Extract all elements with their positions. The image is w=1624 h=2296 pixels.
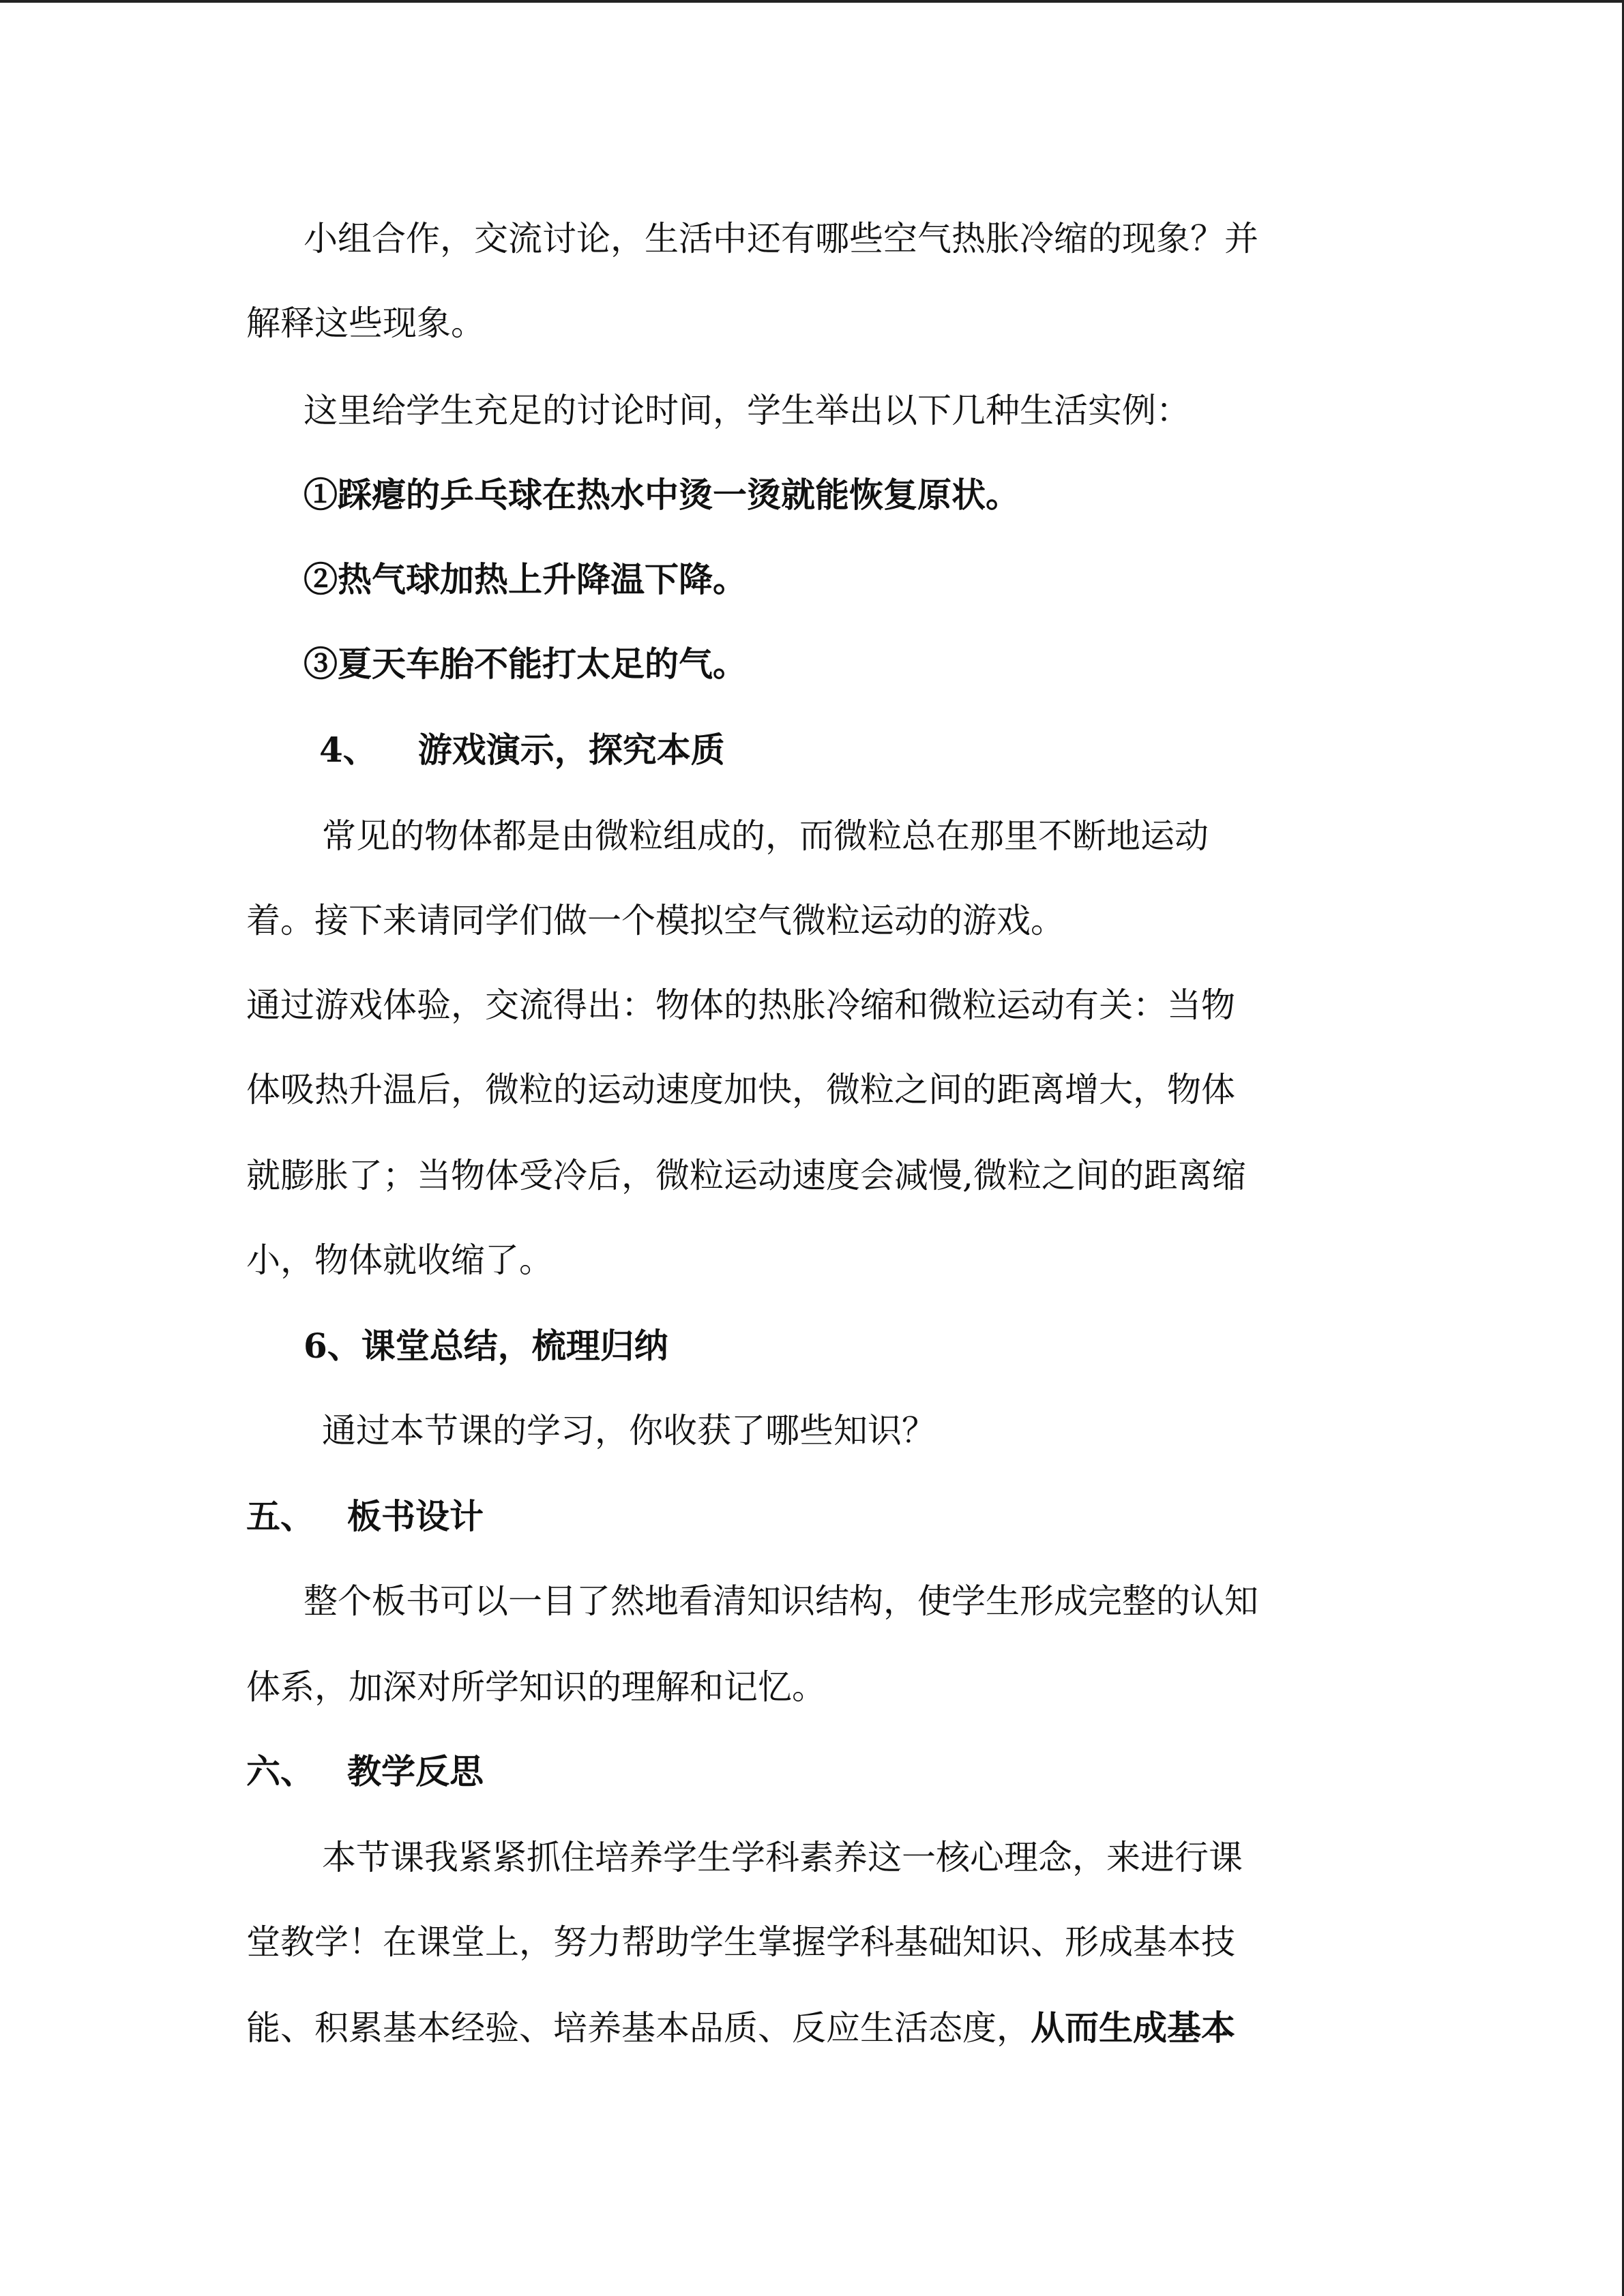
paragraph-4-line-2: 体吸热升温后，微粒的运动速度加快，微粒之间的距离增大，物体 (246, 1070, 1235, 1109)
section-6-heading: 6、课堂总结，梳理归纳 (304, 1326, 668, 1366)
paragraph-7-line-2: 堂教学！在课堂上，努力帮助学生掌握学科基础知识、形成基本技 (246, 1922, 1235, 1962)
paragraph-6-line-2: 体系，加深对所学知识的理解和记忆。 (246, 1667, 826, 1707)
paragraph-7-line-1: 本节课我紧紧抓住培养学生学科素养这一核心理念，来进行课 (322, 1838, 1243, 1877)
paragraph-4-line-4: 小，物体就收缩了。 (246, 1240, 553, 1280)
example-1: ①踩瘪的乒乓球在热水中烫一烫就能恢复原状。 (304, 475, 1020, 515)
paragraph-3-line-1: 常见的物体都是由微粒组成的，而微粒总在那里不断地运动 (322, 816, 1209, 856)
section-4-number: 4、 (319, 730, 377, 770)
paragraph-1-line-2: 解释这些现象。 (246, 303, 485, 343)
heading-5 (246, 1495, 484, 1538)
heading-6-number: 六、 (246, 1751, 314, 1791)
paragraph-1-line-1: 小组合作，交流讨论，生活中还有哪些空气热胀冷缩的现象？并 (304, 219, 1258, 258)
example-2: ②热气球加热上升降温下降。 (304, 559, 747, 599)
section-4-heading (319, 728, 725, 772)
paragraph-4-line-3: 就膨胀了；当物体受冷后，微粒运动速度会减慢,微粒之间的距离缩 (246, 1156, 1246, 1195)
paragraph-5: 通过本节课的学习，你收获了哪些知识？ (322, 1411, 936, 1450)
page-top-border (0, 0, 1624, 3)
heading-5-title: 板书设计 (347, 1496, 484, 1536)
example-3: ③夏天车胎不能打太足的气。 (304, 644, 747, 684)
paragraph-2: 这里给学生充足的讨论时间，学生举出以下几种生活实例： (304, 391, 1190, 430)
heading-6 (246, 1750, 484, 1793)
paragraph-7-line-3 (246, 2006, 1235, 2050)
paragraph-7-line-3-bold: 从而生成基本 (1031, 2008, 1235, 2048)
section-4-title: 游戏演示，探究本质 (417, 730, 725, 770)
paragraph-7-line-3-normal: 能、积累基本经验、培养基本品质、反应生活态度， (246, 2008, 1031, 2048)
heading-6-title: 教学反思 (347, 1751, 484, 1791)
heading-5-number: 五、 (246, 1496, 314, 1536)
paragraph-6-line-1: 整个板书可以一目了然地看清知识结构，使学生形成完整的认知 (304, 1581, 1258, 1621)
paragraph-4-line-1: 通过游戏体验，交流得出：物体的热胀冷缩和微粒运动有关：当物 (246, 985, 1235, 1025)
paragraph-3-line-2: 着。接下来请同学们做一个模拟空气微粒运动的游戏。 (246, 901, 1065, 940)
